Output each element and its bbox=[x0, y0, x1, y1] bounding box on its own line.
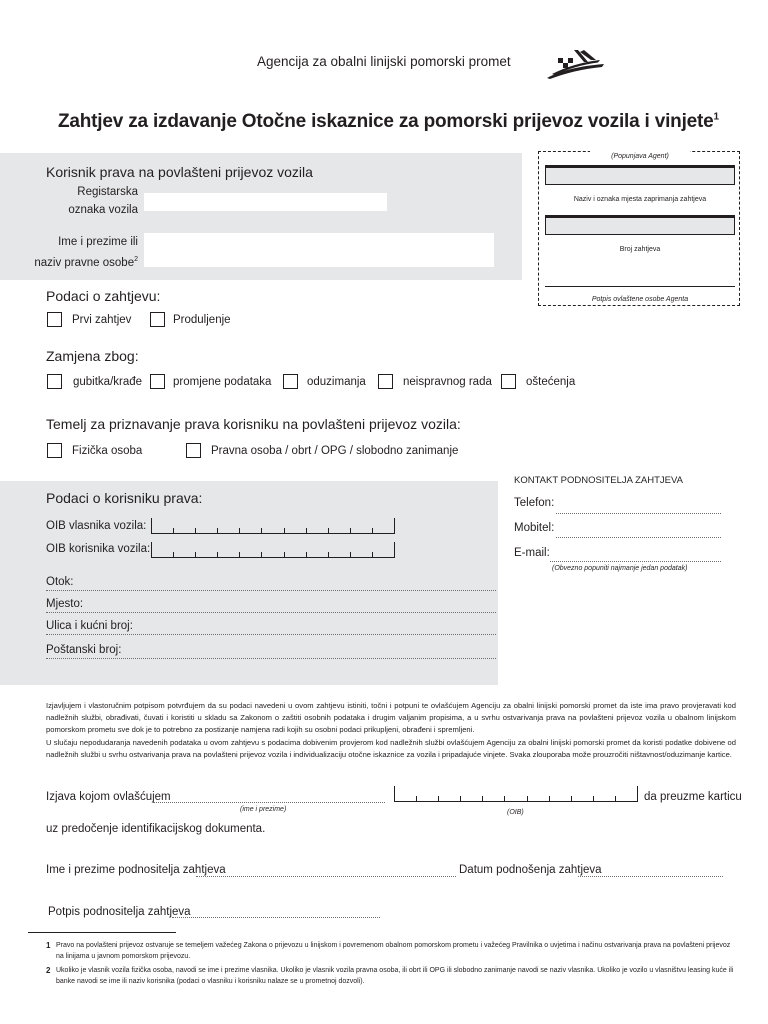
ship-logo-icon bbox=[544, 48, 606, 82]
agent-fill-note bbox=[590, 145, 690, 160]
oib-user-input[interactable] bbox=[151, 542, 395, 558]
applicant-name-input[interactable] bbox=[196, 876, 456, 877]
natural-person-checkbox[interactable] bbox=[47, 443, 62, 458]
option-renewal[interactable] bbox=[150, 312, 231, 327]
place-input[interactable] bbox=[46, 612, 496, 613]
agent-signature-label bbox=[545, 288, 735, 306]
reg-plate-label bbox=[52, 183, 138, 219]
authorized-name-input[interactable] bbox=[153, 802, 385, 803]
owner-name-label-line1: Ime i prezime ili bbox=[58, 236, 138, 248]
footnote-2-mark: 2 bbox=[46, 966, 51, 975]
loss-theft-checkbox[interactable] bbox=[47, 374, 62, 389]
contact-note: (Obvezno popuniti najmanje jedan podatak) bbox=[552, 565, 688, 572]
postal-code-label: Poštanski broj: bbox=[46, 644, 122, 656]
option-first-request[interactable] bbox=[47, 312, 131, 327]
declaration-text bbox=[46, 700, 736, 761]
reg-plate-input[interactable] bbox=[144, 193, 387, 211]
applicant-signature-label: Potpis podnositelja zahtjeva bbox=[48, 906, 191, 918]
damage-label: oštećenja bbox=[526, 375, 576, 388]
email-input[interactable] bbox=[550, 561, 721, 562]
authorized-oib-hint: (OIB) bbox=[507, 809, 524, 816]
request-number-input[interactable] bbox=[545, 215, 735, 235]
agent-fill-note-text: (Popunjava Agent) bbox=[611, 153, 669, 160]
agency-name: Agencija za obalni linijski pomorski promet bbox=[257, 54, 511, 69]
mobile-input[interactable] bbox=[556, 537, 721, 538]
oib-owner-input[interactable] bbox=[151, 518, 395, 534]
first-request-label: Prvi zahtjev bbox=[72, 313, 132, 326]
first-request-checkbox[interactable] bbox=[47, 312, 62, 327]
natural-person-label: Fizička osoba bbox=[72, 444, 143, 457]
receiving-location-label bbox=[545, 188, 735, 206]
street-input[interactable] bbox=[46, 634, 496, 635]
reg-plate-label-line1: Registarska bbox=[77, 186, 138, 198]
legal-person-label: Pravna osoba / obrt / OPG / slobodno zanimanje bbox=[211, 444, 459, 457]
option-legal-person[interactable] bbox=[186, 443, 458, 458]
email-label: E-mail: bbox=[514, 547, 550, 559]
renewal-checkbox[interactable] bbox=[150, 312, 165, 327]
footnote-1 bbox=[46, 940, 736, 962]
authorized-name-hint: (ime i prezime) bbox=[240, 806, 287, 813]
footnote-2 bbox=[46, 965, 736, 987]
request-number-label bbox=[545, 238, 735, 256]
receiving-location-label-text: Naziv i oznaka mjesta zaprimanja zahtjeva bbox=[573, 196, 707, 203]
submission-date-label: Datum podnošenja zahtjeva bbox=[459, 864, 602, 876]
applicant-name-label: Ime i prezime podnositelja zahtjeva bbox=[46, 864, 226, 876]
option-loss-theft[interactable] bbox=[47, 374, 142, 389]
data-change-label: promjene podataka bbox=[173, 375, 272, 388]
place-label: Mjesto: bbox=[46, 598, 84, 610]
declaration-paragraph-2: U slučaju nepodudaranja navedenih podataka u ovom zahtjevu s podacima dobivenim provjerom kod nadležnih službi ovlašćujem Agenciju za obalni linijski pomorski promet da koristi podatke dobivene od nadležnih službi u svrhu ostvarivanja prava na povlašteni prijevoz vozila i individualizaciju otočne iskaznice za vozila i pripadajuće vinjete. Svaka zlouporaba može prouzročiti ništavnost/oduzimanje kartice. bbox=[46, 737, 736, 759]
owner-name-label-line2: naziv pravne osobe bbox=[34, 256, 135, 269]
authorized-oib-input[interactable] bbox=[394, 786, 638, 802]
agent-signature-line bbox=[545, 286, 735, 287]
loss-theft-label: gubitka/krađe bbox=[73, 375, 143, 388]
footnote-2-text: Ukoliko je vlasnik vozila fizička osoba, navodi se ime i prezime vlasnika. Ukoliko je vlasnik vozila pravna osoba, ili obrt ili OPG ili slobodno zanimanje navodi se naziv vlasnika. Ukoliko je vozilo u vlasništvu leasing kuće ili banke navodi se ime ili naziv korisnika (podaci o vlasniku i korisniku nalaze se u prometnoj dozvoli). bbox=[56, 967, 734, 985]
option-data-change[interactable] bbox=[150, 374, 271, 389]
oib-user-label: OIB korisnika vozila: bbox=[46, 543, 151, 555]
pickup-label: da preuzme karticu bbox=[644, 791, 742, 803]
owner-name-label bbox=[30, 233, 138, 272]
replacement-heading: Zamjena zbog: bbox=[46, 348, 139, 364]
oib-owner-label: OIB vlasnika vozila: bbox=[46, 520, 147, 532]
option-damage[interactable] bbox=[501, 374, 575, 389]
data-change-checkbox[interactable] bbox=[150, 374, 165, 389]
declaration-paragraph-1: Izjavljujem i vlastoručnim potpisom potvrđujem da su podaci navedeni u ovom zahtjevu istiniti, točni i potpuni te ovlašćujem Agenciju za obalni linijski pomorski promet da iste ima pravo provjeravati kod nadležnih službi, obrađivati, čuvati i koristiti u skladu sa Zakonom o zaštiti osobnih podataka i drugim valjanim propisima, a u svrhu ostvarivanja prava na povlašteni prijevoz vozila u obalnom linijskom pomorskom prometu sve dok je to potrebno za postizanje namjena radi kojih su osobni podaci prikupljeni, obrađeni i spremljeni. bbox=[46, 701, 736, 735]
user-data-heading: Podaci o korisniku prava: bbox=[46, 490, 203, 506]
seizure-label: oduzimanja bbox=[307, 375, 366, 388]
footnote-1-mark: 1 bbox=[46, 941, 51, 950]
request-number-label-text: Broj zahtjeva bbox=[619, 246, 661, 253]
island-label: Otok: bbox=[46, 576, 74, 588]
footnote-1-text: Pravo na povlašteni prijevoz ostvaruje se temeljem važećeg Zakona o prijevozu u linijskom i povremenom obalnom pomorskom prometu i važećeg Pravilnika o uvjetima i načinu ostvarivanja prava na povlašteni prijevoz na linijama u javnom pomorskom prijevozu. bbox=[56, 942, 731, 960]
page-title-text: Zahtjev za izdavanje Otočne iskaznice za pomorski prijevoz vozila i vinjete bbox=[58, 111, 714, 132]
agent-signature-label-text: Potpis ovlaštene osobe Agenta bbox=[591, 296, 689, 303]
basis-heading: Temelj za priznavanje prava korisniku na povlašteni prijevoz vozila: bbox=[46, 416, 461, 432]
phone-input[interactable] bbox=[556, 513, 721, 514]
malfunction-label: neispravnog rada bbox=[403, 375, 492, 388]
option-malfunction[interactable] bbox=[378, 374, 492, 389]
receiving-location-input[interactable] bbox=[545, 165, 735, 185]
id-document-note: uz predočenje identifikacijskog dokumenta. bbox=[46, 823, 266, 835]
option-seizure[interactable] bbox=[283, 374, 366, 389]
island-input[interactable] bbox=[46, 590, 496, 591]
malfunction-checkbox[interactable] bbox=[378, 374, 393, 389]
applicant-signature-input[interactable] bbox=[172, 917, 380, 918]
street-label: Ulica i kućni broj: bbox=[46, 620, 133, 632]
postal-code-input[interactable] bbox=[46, 658, 496, 659]
phone-label: Telefon: bbox=[514, 497, 555, 509]
beneficiary-heading: Korisnik prava na povlašteni prijevoz vozila bbox=[46, 164, 313, 180]
reg-plate-label-line2: oznaka vozila bbox=[68, 204, 138, 216]
damage-checkbox[interactable] bbox=[501, 374, 516, 389]
renewal-label: Produljenje bbox=[173, 313, 231, 326]
request-data-heading: Podaci o zahtjevu: bbox=[46, 288, 161, 304]
footnote-divider bbox=[28, 932, 176, 933]
seizure-checkbox[interactable] bbox=[283, 374, 298, 389]
page-title bbox=[58, 111, 719, 133]
title-footnote-mark: 1 bbox=[713, 111, 719, 123]
authorization-label: Izjava kojom ovlašćujem bbox=[46, 791, 171, 803]
contact-heading: KONTAKT PODNOSITELJA ZAHTJEVA bbox=[514, 475, 683, 486]
mobile-label: Mobitel: bbox=[514, 522, 555, 534]
legal-person-checkbox[interactable] bbox=[186, 443, 201, 458]
owner-name-footnote-mark: 2 bbox=[134, 256, 138, 263]
submission-date-input[interactable] bbox=[578, 876, 723, 877]
agent-signature-field[interactable] bbox=[545, 262, 735, 286]
option-natural-person[interactable] bbox=[47, 443, 142, 458]
owner-name-input[interactable] bbox=[144, 233, 494, 267]
